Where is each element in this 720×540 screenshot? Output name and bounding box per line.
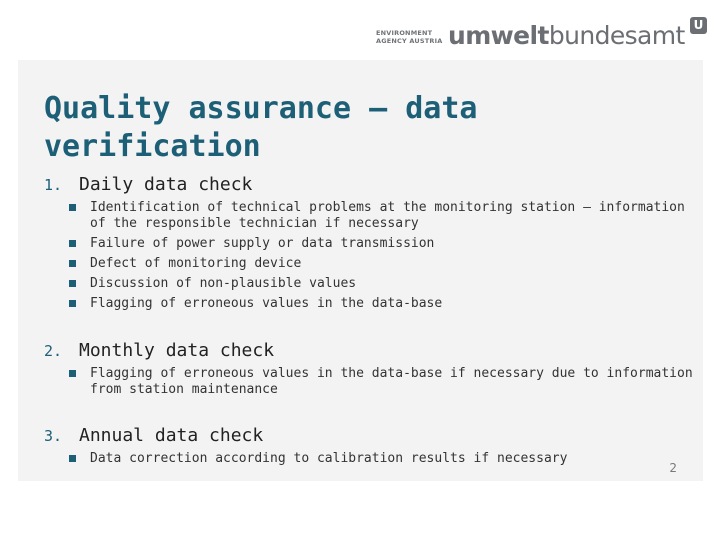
logo-mark-icon: U	[690, 17, 707, 34]
agency-logo	[372, 14, 712, 54]
bullet-list	[44, 200, 694, 312]
list-item	[69, 451, 694, 467]
section-label: Monthly data check	[79, 340, 275, 361]
square-bullet-icon	[69, 280, 76, 287]
logo-wordmark	[448, 21, 685, 51]
section-number: 2.	[44, 342, 63, 360]
list-item-text: Defect of monitoring device	[90, 256, 302, 271]
section-monthly-check	[44, 340, 694, 402]
logo-caption	[376, 29, 442, 45]
section-label: Annual data check	[79, 425, 264, 446]
list-item-text: Flagging of erroneous values in the data-base	[90, 296, 443, 311]
list-item-text: Identification of technical problems at the monitoring station – information of the responsible technician if necessary	[90, 200, 685, 231]
list-item	[69, 236, 694, 252]
bullet-list	[44, 366, 694, 398]
square-bullet-icon	[69, 370, 76, 377]
section-number: 1.	[44, 176, 63, 194]
bullet-list	[44, 451, 694, 467]
logo-word-light: bundesamt	[548, 21, 685, 50]
list-item	[69, 276, 694, 292]
slide-title: Quality assurance – data verification	[44, 91, 478, 164]
logo-caption-line2: AGENCY AUSTRIA	[376, 37, 443, 45]
section-heading	[44, 340, 694, 362]
logo-word-bold: umwelt	[448, 21, 549, 50]
list-item	[69, 296, 694, 312]
page-number: 2	[669, 461, 677, 475]
square-bullet-icon	[69, 260, 76, 267]
list-item-text: Flagging of erroneous values in the data-base if necessary due to information from station maintenance	[90, 366, 693, 397]
list-item-text: Discussion of non-plausible values	[90, 276, 357, 291]
logo-caption-line1: ENVIRONMENT	[376, 29, 433, 37]
square-bullet-icon	[69, 455, 76, 462]
section-daily-check	[44, 174, 694, 316]
section-heading	[44, 425, 694, 447]
slide-panel	[18, 60, 703, 481]
list-item-text: Data correction according to calibration results if necessary	[90, 451, 568, 466]
list-item	[69, 200, 694, 232]
section-label: Daily data check	[79, 174, 253, 195]
list-item	[69, 256, 694, 272]
square-bullet-icon	[69, 300, 76, 307]
section-heading	[44, 174, 694, 196]
square-bullet-icon	[69, 240, 76, 247]
list-item	[69, 366, 694, 398]
section-number: 3.	[44, 427, 63, 445]
section-annual-check	[44, 425, 694, 471]
square-bullet-icon	[69, 204, 76, 211]
list-item-text: Failure of power supply or data transmission	[90, 236, 435, 251]
